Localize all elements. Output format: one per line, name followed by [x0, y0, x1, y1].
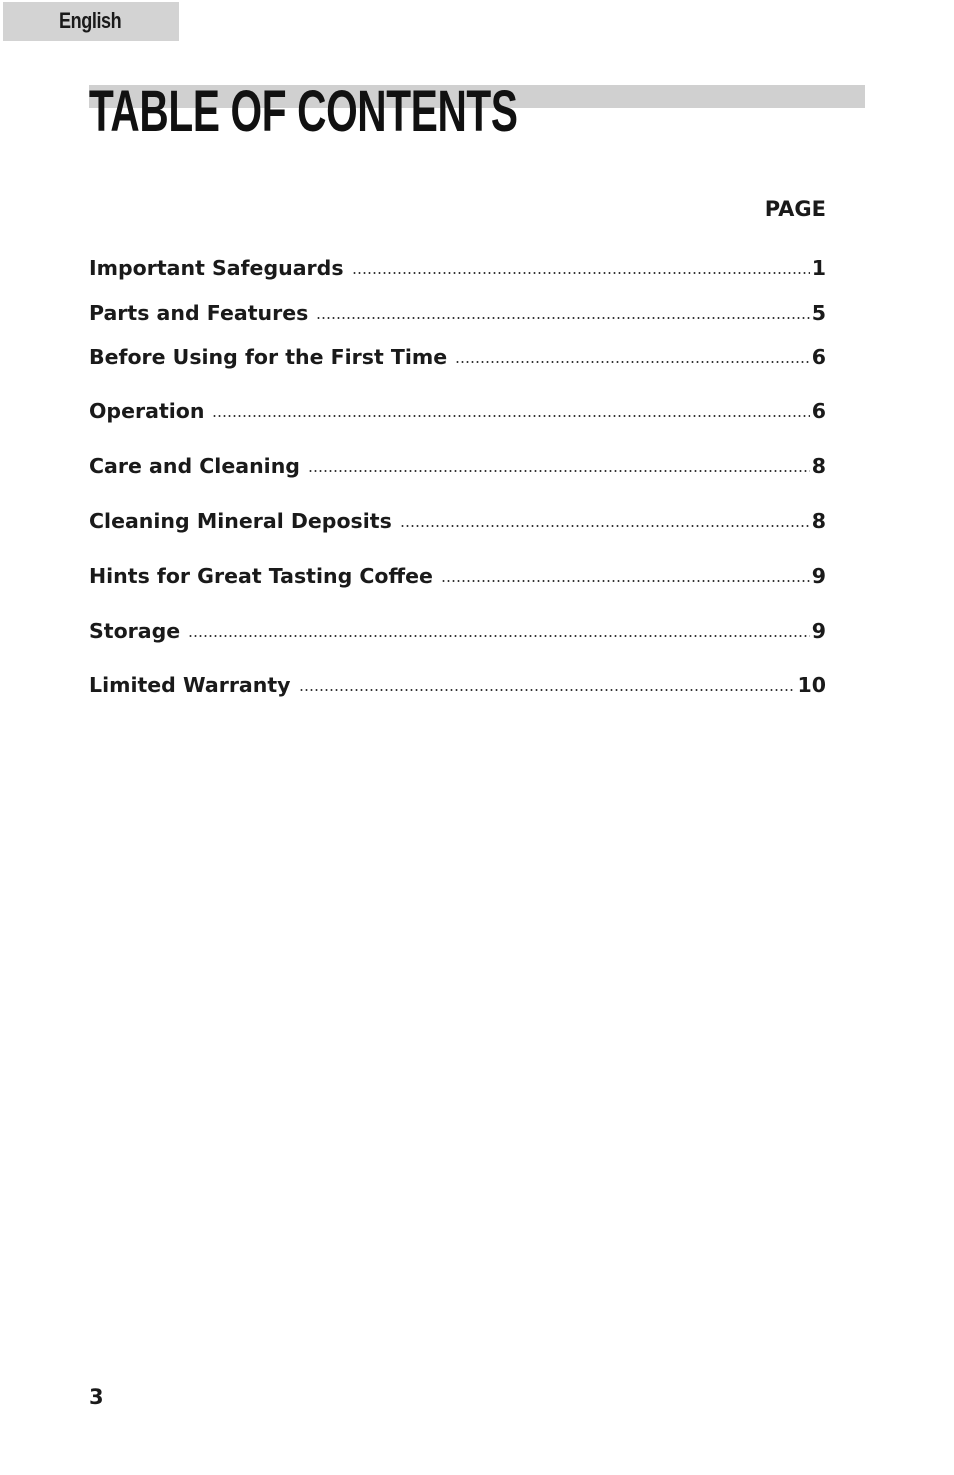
page-title: TABLE OF CONTENTS [89, 79, 518, 144]
toc-entry[interactable] [89, 300, 826, 328]
toc-entry-page: 1 [811, 256, 826, 280]
toc-entry[interactable] [89, 508, 826, 536]
toc-entry-page: 6 [811, 345, 826, 369]
toc-entry-page: 5 [811, 301, 826, 325]
toc-entry-label: Cleaning Mineral Deposits [89, 509, 392, 533]
toc-entry-label: Before Using for the First Time [89, 345, 448, 369]
toc-entry-page: 8 [811, 454, 826, 478]
dot-leader [400, 508, 810, 528]
toc-entry-page: 6 [811, 399, 826, 423]
toc-entry[interactable] [89, 255, 826, 283]
dot-leader [212, 398, 809, 418]
dot-leader [316, 300, 809, 320]
dot-leader [352, 255, 810, 275]
dot-leader [308, 453, 810, 473]
page-number: 3 [89, 1385, 104, 1409]
language-tab [3, 2, 179, 41]
toc-entry-label: Parts and Features [89, 301, 309, 325]
toc-entry-label: Important Safeguards [89, 256, 344, 280]
dot-leader [455, 344, 810, 364]
toc-entry-page: 10 [797, 673, 826, 697]
dot-leader [299, 672, 796, 692]
dot-leader [188, 618, 810, 638]
toc-entry-page: 8 [811, 509, 826, 533]
toc-entry-label: Hints for Great Tasting Coffee [89, 564, 433, 588]
page-column-header: PAGE [764, 197, 826, 221]
toc-entry[interactable] [89, 672, 826, 700]
toc-entry[interactable] [89, 563, 826, 591]
dot-leader [441, 563, 810, 583]
toc-entry-label: Storage [89, 619, 181, 643]
toc-entry-page: 9 [811, 619, 826, 643]
toc-entry[interactable] [89, 618, 826, 646]
toc-entry-page: 9 [811, 564, 826, 588]
toc-entry-label: Care and Cleaning [89, 454, 300, 478]
toc-entry-label: Limited Warranty [89, 673, 291, 697]
toc-entry-label: Operation [89, 399, 205, 423]
language-label: English [59, 8, 122, 33]
toc-entry[interactable] [89, 453, 826, 481]
toc-entry[interactable] [89, 344, 826, 372]
toc-entry[interactable] [89, 398, 826, 426]
